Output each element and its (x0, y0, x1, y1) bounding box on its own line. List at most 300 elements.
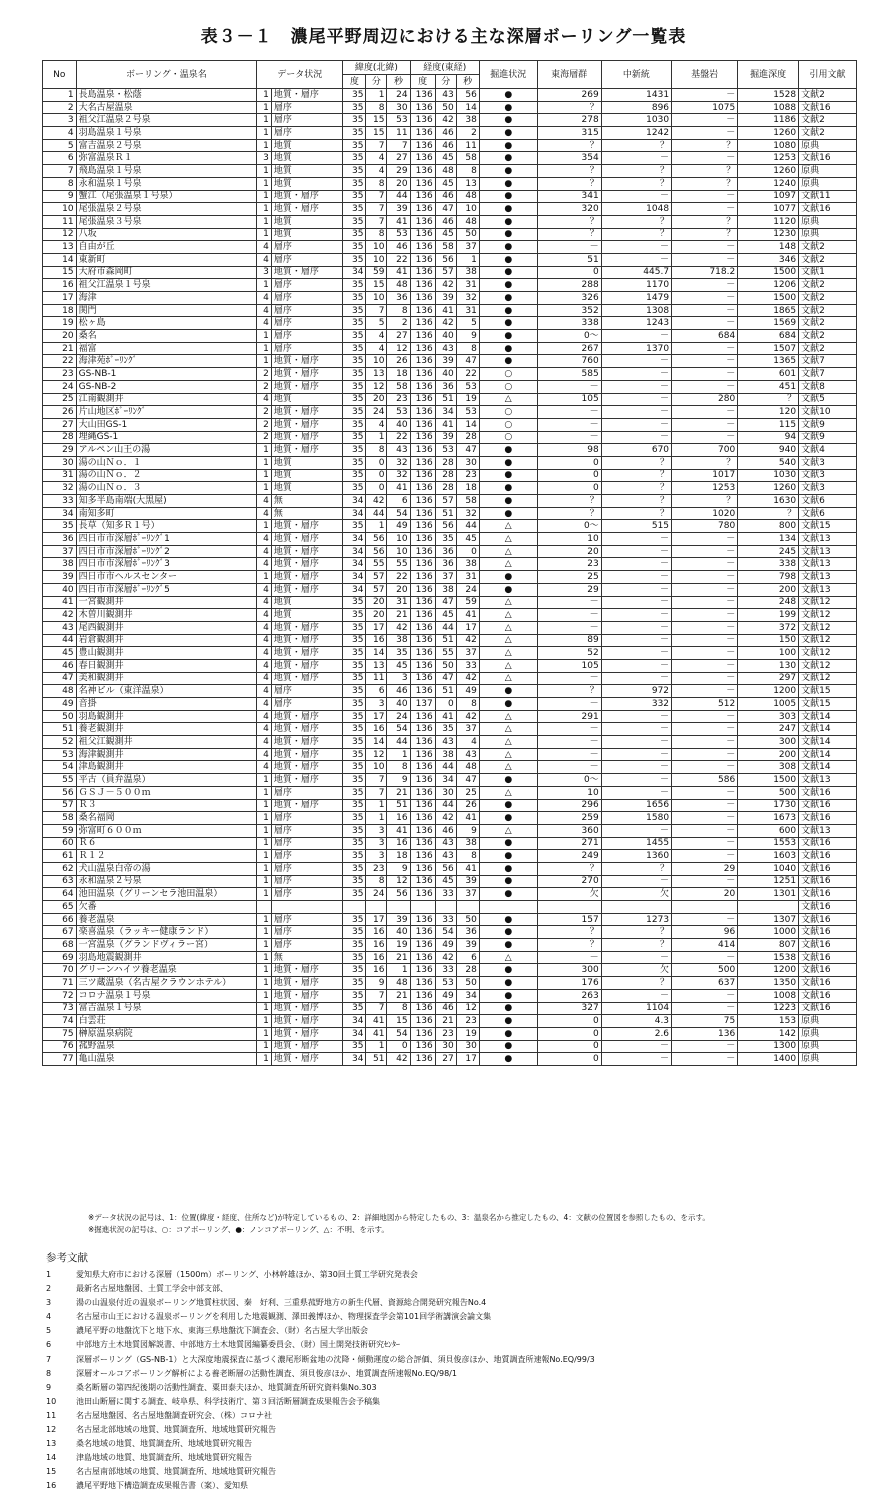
table-row (43, 139, 857, 152)
row-lon-deg: 136 (410, 748, 435, 761)
row-ref: 文献16 (799, 152, 857, 165)
row-kiban: 780 (672, 520, 738, 533)
row-lat-sec: 8 (387, 761, 410, 774)
row-data-type: 地質・層序 (271, 647, 342, 660)
row-drill-status: ○ (479, 406, 537, 419)
row-drill-status: ● (479, 812, 537, 825)
row-depth: 798 (738, 571, 799, 584)
row-kiban: － (672, 913, 738, 926)
row-chushin: － (601, 393, 671, 406)
reference-item (46, 1324, 595, 1338)
row-kiban: ？ (672, 215, 738, 228)
row-lat-deg: 34 (343, 266, 366, 279)
row-data-type (271, 901, 342, 914)
row-name: 四日市市深層ﾎﾞｰﾘﾝｸﾞ2 (76, 545, 257, 558)
row-drill-status: ● (479, 127, 537, 140)
row-lon-deg: 136 (410, 152, 435, 165)
row-lon-deg: 136 (410, 850, 435, 863)
row-kiban: － (672, 304, 738, 317)
row-lat-deg: 35 (343, 368, 366, 381)
row-data-type: 層序 (271, 241, 342, 254)
row-lat-min: 14 (366, 647, 387, 660)
table-row (43, 431, 857, 444)
row-name: 美和観測井 (76, 672, 257, 685)
row-name: 菰野温泉 (76, 1040, 257, 1053)
row-name: 津島観測井 (76, 761, 257, 774)
header-tokai: 東海層群 (537, 61, 601, 89)
row-lat-sec: 18 (387, 850, 410, 863)
row-name: 蟹江（尾張温泉１号泉） (76, 190, 257, 203)
row-data-code: 2 (257, 368, 272, 381)
row-data-code: 4 (257, 723, 272, 736)
row-lat-deg: 34 (343, 1015, 366, 1028)
row-data-code: 1 (257, 456, 272, 469)
row-data-code: 1 (257, 824, 272, 837)
row-lat-sec: 54 (387, 1027, 410, 1040)
row-tokai: 288 (537, 279, 601, 292)
row-ref: 文献13 (799, 533, 857, 546)
row-lon-sec: 5 (456, 317, 479, 330)
row-lon-deg: 136 (410, 203, 435, 216)
row-lon-min: 33 (435, 913, 456, 926)
row-name: 大名古屋温泉 (76, 101, 257, 114)
row-lat-sec: 21 (387, 609, 410, 622)
row-lat-sec: 6 (387, 495, 410, 508)
row-lon-sec: 42 (456, 634, 479, 647)
row-lon-deg: 136 (410, 355, 435, 368)
table-row (43, 215, 857, 228)
row-lon-sec: 4 (456, 736, 479, 749)
table-row (43, 685, 857, 698)
table-row (43, 761, 857, 774)
row-lat-min: 7 (366, 786, 387, 799)
row-depth: 1350 (738, 977, 799, 990)
row-no: 30 (43, 456, 77, 469)
reference-number: 3 (46, 1298, 52, 1308)
row-data-code: 4 (257, 748, 272, 761)
row-kiban: ？ (672, 228, 738, 241)
row-lon-min: 37 (435, 571, 456, 584)
row-chushin: ？ (601, 482, 671, 495)
row-data-type: 層序 (271, 786, 342, 799)
row-name: 大府市森岡町 (76, 266, 257, 279)
row-kiban: － (672, 571, 738, 584)
table-row (43, 812, 857, 825)
note-drill-status: ※掘進状況の記号は、○：コアボーリング、●：ノンコアボーリング、△：不明、を示す。 (88, 1225, 389, 1234)
row-ref: 文献2 (799, 279, 857, 292)
row-data-code: 1 (257, 355, 272, 368)
row-drill-status: ● (479, 774, 537, 787)
row-chushin: 1048 (601, 203, 671, 216)
row-drill-status: ● (479, 456, 537, 469)
table-row (43, 989, 857, 1002)
row-kiban: － (672, 761, 738, 774)
row-name: GS-NB-2 (76, 380, 257, 393)
table-row (43, 647, 857, 660)
row-lon-deg: 136 (410, 799, 435, 812)
row-kiban: － (672, 1053, 738, 1066)
row-lat-min: 8 (366, 177, 387, 190)
row-lat-deg: 35 (343, 761, 366, 774)
row-lat-deg: 35 (343, 774, 366, 787)
row-lon-deg: 136 (410, 672, 435, 685)
row-ref: 文献16 (799, 977, 857, 990)
row-lon-sec: 44 (456, 520, 479, 533)
row-lon-min (435, 901, 456, 914)
boring-table (42, 60, 857, 1066)
row-lat-deg: 35 (343, 862, 366, 875)
row-depth: 1400 (738, 1053, 799, 1066)
row-data-code: 1 (257, 469, 272, 482)
row-ref: 原典 (799, 215, 857, 228)
row-ref: 原典 (799, 1053, 857, 1066)
row-tokai: 278 (537, 114, 601, 127)
row-ref: 文献9 (799, 418, 857, 431)
row-chushin: 1243 (601, 317, 671, 330)
row-lat-min: 24 (366, 406, 387, 419)
row-lon-min: 41 (435, 418, 456, 431)
row-chushin: － (601, 951, 671, 964)
row-tokai: 267 (537, 342, 601, 355)
row-lat-deg: 35 (343, 190, 366, 203)
row-lat-min: 59 (366, 266, 387, 279)
row-no: 60 (43, 837, 77, 850)
row-ref: 文献16 (799, 101, 857, 114)
row-name: 松ヶ島 (76, 317, 257, 330)
row-kiban: － (672, 748, 738, 761)
row-lat-deg: 35 (343, 710, 366, 723)
row-lat-sec: 22 (387, 253, 410, 266)
row-depth: 1730 (738, 799, 799, 812)
row-tokai: ？ (537, 228, 601, 241)
row-chushin: － (601, 647, 671, 660)
row-data-code: 4 (257, 596, 272, 609)
row-ref: 文献16 (799, 862, 857, 875)
row-ref: 文献2 (799, 114, 857, 127)
row-kiban: － (672, 368, 738, 381)
row-lon-sec: 41 (456, 862, 479, 875)
row-lat-min: 41 (366, 1027, 387, 1040)
row-name: 祖父江温泉１号泉 (76, 279, 257, 292)
row-ref: 文献9 (799, 431, 857, 444)
reference-number: 10 (46, 1396, 57, 1406)
row-drill-status: ● (479, 101, 537, 114)
row-tokai: 315 (537, 127, 601, 140)
row-no: 16 (43, 279, 77, 292)
table-row (43, 279, 857, 292)
row-lat-sec: 31 (387, 596, 410, 609)
row-lon-sec: 38 (456, 837, 479, 850)
row-data-code: 4 (257, 685, 272, 698)
row-chushin: 1360 (601, 850, 671, 863)
row-kiban: ？ (672, 495, 738, 508)
row-chushin: ？ (601, 165, 671, 178)
row-lon-min: 30 (435, 1040, 456, 1053)
row-chushin: － (601, 533, 671, 546)
row-tokai: － (537, 748, 601, 761)
row-lon-sec: 42 (456, 672, 479, 685)
row-depth: 1865 (738, 304, 799, 317)
table-row (43, 723, 857, 736)
row-lat-sec: 30 (387, 101, 410, 114)
row-kiban: － (672, 114, 738, 127)
table-row (43, 977, 857, 990)
row-lon-sec: 37 (456, 241, 479, 254)
row-no: 38 (43, 558, 77, 571)
row-no: 28 (43, 431, 77, 444)
row-lat-deg: 35 (343, 1040, 366, 1053)
row-lon-min: 36 (435, 380, 456, 393)
row-lon-min: 46 (435, 824, 456, 837)
row-kiban: 280 (672, 393, 738, 406)
row-no: 48 (43, 685, 77, 698)
row-depth: 1200 (738, 964, 799, 977)
row-lat-deg: 35 (343, 977, 366, 990)
row-kiban: 512 (672, 698, 738, 711)
row-ref: 文献16 (799, 799, 857, 812)
row-lon-sec: 34 (456, 989, 479, 1002)
reference-item (46, 1381, 595, 1395)
row-drill-status: ● (479, 875, 537, 888)
row-no: 3 (43, 114, 77, 127)
row-name: 祖父江観測井 (76, 736, 257, 749)
row-tokai: ？ (537, 215, 601, 228)
row-drill-status: ○ (479, 368, 537, 381)
table-row (43, 609, 857, 622)
row-lon-deg: 136 (410, 1002, 435, 1015)
row-tokai: 270 (537, 875, 601, 888)
row-depth: 153 (738, 1015, 799, 1028)
row-tokai: 249 (537, 850, 601, 863)
row-data-type: 地質・層序 (271, 748, 342, 761)
row-data-code: 4 (257, 393, 272, 406)
row-ref: 原典 (799, 1027, 857, 1040)
row-kiban: － (672, 241, 738, 254)
row-lat-min: 10 (366, 761, 387, 774)
row-tokai: － (537, 406, 601, 419)
row-lon-deg: 136 (410, 837, 435, 850)
row-kiban: － (672, 824, 738, 837)
reference-text: 最新名古屋地盤図、土質工学会中部支部、 (76, 1284, 228, 1294)
row-depth: 1569 (738, 317, 799, 330)
row-lon-deg: 136 (410, 558, 435, 571)
row-lat-min: 3 (366, 850, 387, 863)
row-data-code: 4 (257, 495, 272, 508)
row-drill-status: ○ (479, 431, 537, 444)
row-name: 木曽川観測井 (76, 609, 257, 622)
row-lon-min: 44 (435, 799, 456, 812)
row-data-type: 層序 (271, 837, 342, 850)
reference-number: 13 (46, 1439, 57, 1449)
row-lat-min: 7 (366, 304, 387, 317)
row-lon-deg: 136 (410, 621, 435, 634)
row-lat-min: 7 (366, 989, 387, 1002)
row-lat-sec: 44 (387, 190, 410, 203)
reference-number: 4 (46, 1312, 52, 1322)
row-depth: 300 (738, 736, 799, 749)
row-data-type: 地質 (271, 609, 342, 622)
row-ref: 文献16 (799, 989, 857, 1002)
row-lat-deg: 35 (343, 431, 366, 444)
row-ref: 文献12 (799, 609, 857, 622)
row-lat-deg: 35 (343, 951, 366, 964)
row-data-type: 層序 (271, 127, 342, 140)
row-data-code: 1 (257, 875, 272, 888)
table-row (43, 317, 857, 330)
row-lat-min: 5 (366, 317, 387, 330)
row-lat-deg: 35 (343, 114, 366, 127)
row-lon-deg: 136 (410, 456, 435, 469)
row-data-type: 地質・層序 (271, 723, 342, 736)
reference-item (46, 1268, 595, 1282)
row-lon-sec: 37 (456, 647, 479, 660)
row-no: 45 (43, 647, 77, 660)
row-lon-min: 45 (435, 152, 456, 165)
row-lon-deg: 136 (410, 114, 435, 127)
row-ref: 文献2 (799, 342, 857, 355)
row-lat-sec: 41 (387, 266, 410, 279)
row-lat-min: 3 (366, 837, 387, 850)
row-no: 9 (43, 190, 77, 203)
row-data-code: 4 (257, 558, 272, 571)
table-row (43, 253, 857, 266)
row-data-type: 層序 (271, 913, 342, 926)
row-lat-min: 24 (366, 888, 387, 901)
row-data-code: 4 (257, 621, 272, 634)
header-lon-deg: 度 (410, 75, 435, 89)
row-lat-sec: 46 (387, 241, 410, 254)
row-lat-deg: 34 (343, 571, 366, 584)
row-lat-deg: 34 (343, 1027, 366, 1040)
table-row (43, 558, 857, 571)
table-row (43, 127, 857, 140)
row-depth: 1120 (738, 215, 799, 228)
row-drill-status: ● (479, 215, 537, 228)
row-data-type: 地質・層序 (271, 1027, 342, 1040)
table-row (43, 101, 857, 114)
row-lat-deg: 34 (343, 545, 366, 558)
row-lon-deg: 136 (410, 634, 435, 647)
row-lon-min: 42 (435, 951, 456, 964)
row-data-type: 地質・層序 (271, 190, 342, 203)
row-data-code: 1 (257, 786, 272, 799)
row-lat-min: 7 (366, 190, 387, 203)
row-chushin: － (601, 406, 671, 419)
row-tokai: 585 (537, 368, 601, 381)
row-no: 55 (43, 774, 77, 787)
row-tokai: － (537, 621, 601, 634)
row-kiban: 20 (672, 888, 738, 901)
row-data-type: 地質 (271, 152, 342, 165)
row-no: 29 (43, 444, 77, 457)
reference-number: 12 (46, 1425, 57, 1435)
row-lon-min: 38 (435, 583, 456, 596)
table-row (43, 774, 857, 787)
row-no: 50 (43, 710, 77, 723)
row-chushin: － (601, 596, 671, 609)
row-data-code: 4 (257, 241, 272, 254)
row-lon-deg: 136 (410, 215, 435, 228)
row-kiban: － (672, 533, 738, 546)
row-data-code: 2 (257, 380, 272, 393)
row-no: 2 (43, 101, 77, 114)
row-no: 34 (43, 507, 77, 520)
row-kiban: － (672, 875, 738, 888)
row-data-type: 地質・層序 (271, 406, 342, 419)
row-name: 尾西観測井 (76, 621, 257, 634)
row-no: 65 (43, 901, 77, 914)
row-name: 長島温泉・松蔭 (76, 89, 257, 102)
reference-item (46, 1282, 595, 1296)
row-lat-sec: 27 (387, 330, 410, 343)
row-name: 犬山温泉白帝の湯 (76, 862, 257, 875)
row-name: 尾張温泉２号泉 (76, 203, 257, 216)
table-body (43, 89, 857, 1066)
row-chushin: － (601, 824, 671, 837)
table-row (43, 1015, 857, 1028)
row-lon-sec: 47 (456, 444, 479, 457)
row-lat-sec: 8 (387, 304, 410, 317)
row-chushin: － (601, 583, 671, 596)
table-row (43, 89, 857, 102)
row-lat-sec: 8 (387, 1002, 410, 1015)
row-lon-deg: 136 (410, 304, 435, 317)
row-depth: 1300 (738, 1040, 799, 1053)
row-name: Ｒ６ (76, 837, 257, 850)
row-chushin (601, 901, 671, 914)
row-lat-deg: 35 (343, 418, 366, 431)
row-lat-deg: 35 (343, 380, 366, 393)
table-row (43, 837, 857, 850)
row-lon-deg: 136 (410, 774, 435, 787)
header-depth: 掘進深度 (738, 61, 799, 89)
row-lat-min: 7 (366, 139, 387, 152)
table-row (43, 964, 857, 977)
row-lat-sec: 53 (387, 228, 410, 241)
row-depth: 115 (738, 418, 799, 431)
row-data-code: 1 (257, 951, 272, 964)
row-no: 13 (43, 241, 77, 254)
row-lon-min: 33 (435, 888, 456, 901)
row-drill-status: ● (479, 355, 537, 368)
row-data-code: 3 (257, 266, 272, 279)
row-tokai: 25 (537, 571, 601, 584)
row-drill-status: △ (479, 393, 537, 406)
row-tokai: 0 (537, 1015, 601, 1028)
row-tokai: 360 (537, 824, 601, 837)
row-kiban: 586 (672, 774, 738, 787)
row-chushin: 1580 (601, 812, 671, 825)
row-kiban: ？ (672, 165, 738, 178)
row-drill-status: △ (479, 748, 537, 761)
row-lon-sec: 9 (456, 330, 479, 343)
row-data-type: 地質・層序 (271, 203, 342, 216)
row-tokai: 10 (537, 786, 601, 799)
reference-item (46, 1338, 595, 1352)
row-lon-min: 39 (435, 292, 456, 305)
reference-number: 6 (46, 1340, 52, 1350)
row-lat-min: 1 (366, 431, 387, 444)
row-kiban: 75 (672, 1015, 738, 1028)
row-data-type: 地質・層序 (271, 634, 342, 647)
row-lon-sec: 23 (456, 469, 479, 482)
row-data-code: 1 (257, 177, 272, 190)
row-kiban: ？ (672, 139, 738, 152)
row-depth: 1673 (738, 812, 799, 825)
row-depth: 1186 (738, 114, 799, 127)
row-data-type: 地質・層序 (271, 1015, 342, 1028)
row-lon-min: 50 (435, 101, 456, 114)
